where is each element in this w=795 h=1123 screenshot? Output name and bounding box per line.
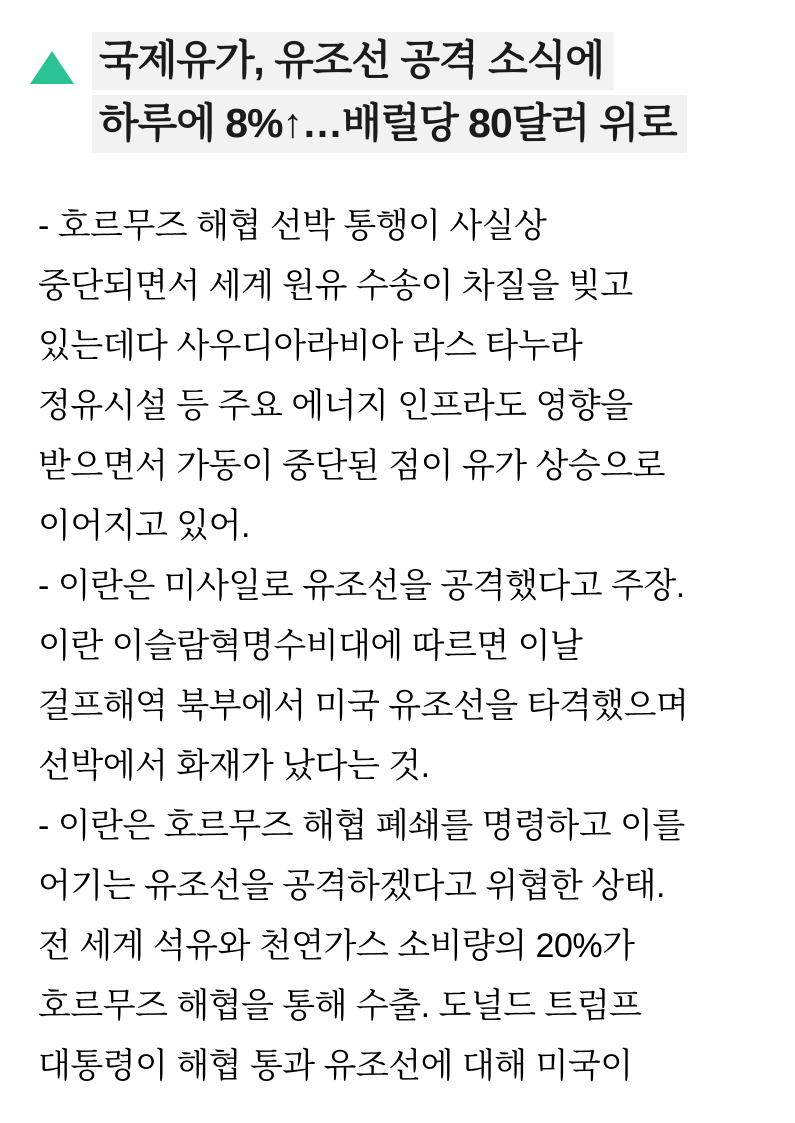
body-line: 받으면서 가동이 중단된 점이 유가 상승으로: [38, 447, 665, 485]
headline-line-2: 하루에 8%↑…배럴당 80달러 위로: [92, 95, 687, 153]
body-line: 있는데다 사우디아라비아 라스 타누라: [38, 327, 583, 365]
body-line: 걸프해역 북부에서 미국 유조선을 타격했으며: [38, 687, 689, 725]
body-line: 선박에서 화재가 났다는 것.: [38, 747, 430, 785]
headline-line-1: 국제유가, 유조선 공격 소식에: [92, 32, 614, 90]
body-line: 호르무즈 해협을 통해 수출. 도널드 트럼프: [38, 987, 642, 1025]
body-line: 대통령이 해협 통과 유조선에 대해 미국이: [38, 1047, 633, 1085]
body-line: 어기는 유조선을 공격하겠다고 위협한 상태.: [38, 867, 665, 905]
headline: [92, 32, 752, 153]
headline-line: [92, 95, 752, 153]
body-line: 이어지고 있어.: [38, 507, 250, 545]
headline-line: [92, 32, 752, 90]
body-line: 정유시설 등 주요 에너지 인프라도 영향을: [38, 387, 633, 425]
body-line: - 이란은 미사일로 유조선을 공격했다고 주장.: [38, 567, 685, 605]
article-body: [38, 196, 768, 1096]
body-line: 전 세계 석유와 천연가스 소비량의 20%가: [38, 927, 635, 965]
body-line: - 호르무즈 해협 선박 통행이 사실상: [38, 207, 547, 245]
body-line: - 이란은 호르무즈 해협 폐쇄를 명령하고 이를: [38, 807, 685, 845]
up-triangle-icon: [30, 51, 74, 84]
body-line: 중단되면서 세계 원유 수송이 차질을 빚고: [38, 267, 633, 305]
body-line: 이란 이슬람혁명수비대에 따르면 이날: [38, 627, 583, 665]
